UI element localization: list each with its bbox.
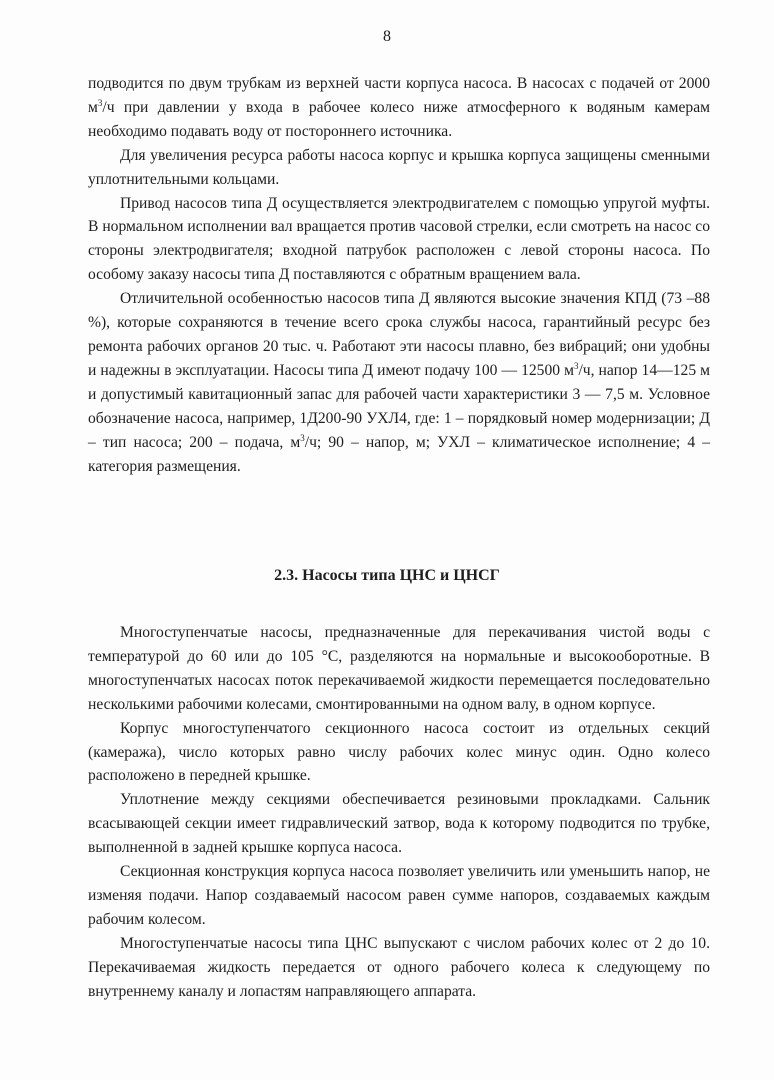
paragraph-water-supply-part-1: подводится по двум трубкам из верхней части корпуса насоса. В насосах с подачей от 2000 м [88, 75, 710, 116]
paragraph-features-part-1: Отличительной особенностью насосов типа Д являются высокие значения КПД (73 –88 %), которые сохраняются в течение всего срока службы насоса, гарантийный ресурс без ремонта рабочих органов 20 тыс. ч. Работают эти насосы плавно, без вибраций; они удобны и надежны в эксплуатации. Насосы типа Д имеют подачу 100 — 12500 м [88, 290, 710, 379]
paragraph-sectional: Секционная конструкция корпуса насоса позволяет увеличить или уменьшить напор, не изменяя подачи. Напор создаваемый насосом равен сумме напоров, создаваемых каждым рабочим колесом. [88, 863, 710, 928]
paragraph-sealing: Уплотнение между секциями обеспечивается резиновыми прокладками. Сальник всасывающей секции имеет гидравлический затвор, вода к которому подводится по трубке, выполненной в задней крышке корпуса насоса. [88, 791, 710, 857]
paragraph-drive: Привод насосов типа Д осуществляется электродвигателем с помощью упругой муфты. В нормальном исполнении вал вращается против часовой стрелки, если смотреть на насос со стороны электродвигателя; входной патрубок расположен с левой стороны насоса. По особому заказу насосы типа Д поставляются с обратным вращением вала. [88, 194, 710, 284]
paragraph-multistage-intro: Многоступенчатые насосы, предназначенные для перекачивания чистой воды с температурой до 60 или до 105 °С, разделяются на нормальные и высокооборотные. В многоступенчатых насосах поток перекачиваемой жидкости перемещается последовательно несколькими рабочими колесами, смонтированными на одном валу, в одном корпусе. [88, 624, 710, 713]
paragraph-features [88, 287, 710, 478]
paragraph-water-supply [88, 72, 710, 144]
paragraph-cns-production: Многоступенчатые насосы типа ЦНС выпускают с числом рабочих колес от 2 до 10. Перекачиваемая жидкость передается от одного рабочего колеса к следующему по внутреннему каналу и лопастям направляющего аппарата. [88, 934, 710, 1000]
paragraph-features-part-3: /ч; 90 – напор, м; УХЛ – климатическое исполнение; 4 – категория размещения. [88, 433, 710, 475]
superscript-cubic: 3 [300, 432, 305, 443]
paragraph-resource: Для увеличения ресурса работы насоса корпус и крышка корпуса защищены сменными уплотнительными кольцами. [88, 146, 710, 188]
superscript-cubic: 3 [573, 360, 579, 371]
page-number: 8 [383, 28, 391, 45]
text-block-pumps-cns [88, 621, 710, 1004]
paragraph-features-part-2: /ч, напор 14—125 м и допустимый кавитационный запас для рабочей части характеристики 3 — 7,5 м. Условное обозначение насоса, например, 1Д200-90 УХЛ4, где: 1 – порядковый номер модернизации; Д – тип насоса; 200 – подача, м [88, 361, 710, 451]
section-heading: 2.3. Насосы типа ЦНС и ЦНСГ [274, 567, 500, 584]
paragraph-housing: Корпус многоступенчатого секционного насоса состоит из отдельных секций (камеража), число которых равно числу рабочих колес минус один. Одно колесо расположено в передней крышке. [88, 719, 710, 785]
text-block-pumps-type-d [88, 72, 710, 478]
superscript-cubic: 3 [97, 97, 103, 108]
paragraph-water-supply-part-2: /ч при давлении у входа в рабочее колесо ниже атмосферного к водяным камерам необходимо подавать воду от постороннего источника. [88, 98, 710, 140]
